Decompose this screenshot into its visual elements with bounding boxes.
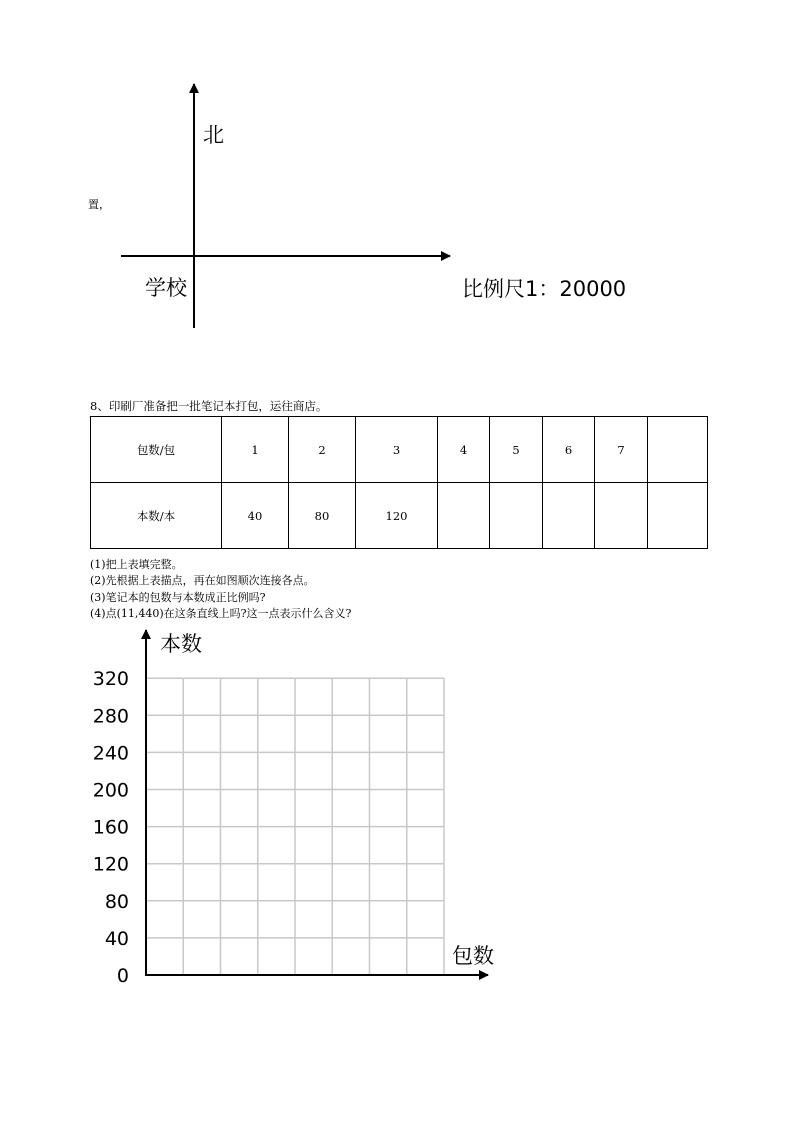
table-header-packs: 包数/包: [91, 417, 222, 483]
y-tick-labels: [93, 668, 129, 987]
y-tick-label: 160: [92, 816, 129, 839]
table-cell: 80: [289, 483, 356, 549]
y-axis-label: 本数: [160, 632, 202, 656]
y-tick-label: 80: [104, 890, 129, 913]
table-cell: 7: [595, 417, 648, 483]
x-axis-label: 包数: [452, 944, 494, 968]
table-cell: 120: [356, 483, 438, 549]
y-tick-label: 0: [116, 965, 129, 987]
y-tick-label: 200: [92, 779, 129, 802]
north-label: 北: [203, 123, 224, 147]
chart-grid: [146, 678, 444, 975]
table-cell: 5: [490, 417, 543, 483]
y-tick-label: 240: [92, 742, 129, 765]
sub-question-4: (4)点(11,440)在这条直线上吗?这一点表示什么含义?: [90, 607, 352, 620]
table-cell: 40: [222, 483, 289, 549]
y-tick-label: 40: [104, 927, 129, 950]
scale-label: 比例尺1：20000: [462, 277, 627, 301]
origin-label: 学校: [145, 276, 187, 300]
table-cell: 4: [438, 417, 490, 483]
table-cell: 6: [543, 417, 595, 483]
y-tick-label: 280: [92, 705, 129, 728]
y-tick-label: 120: [92, 853, 129, 876]
table-cell: 3: [356, 417, 438, 483]
y-tick-label: 320: [92, 668, 129, 691]
table-cell: 1: [222, 417, 289, 483]
question-8-title: 8、印刷厂准备把一批笔记本打包，运往商店。: [90, 399, 328, 413]
sub-question-3: (3)笔记本的包数与本数成正比例吗?: [90, 591, 266, 604]
sub-question-2: (2)先根据上表描点，再在如图顺次连接各点。: [90, 574, 315, 587]
table-header-books: 本数/本: [91, 483, 222, 549]
sub-question-1: (1)把上表填完整。: [90, 558, 183, 571]
fragment-text: 置，: [88, 198, 110, 211]
table-cell: 2: [289, 417, 356, 483]
